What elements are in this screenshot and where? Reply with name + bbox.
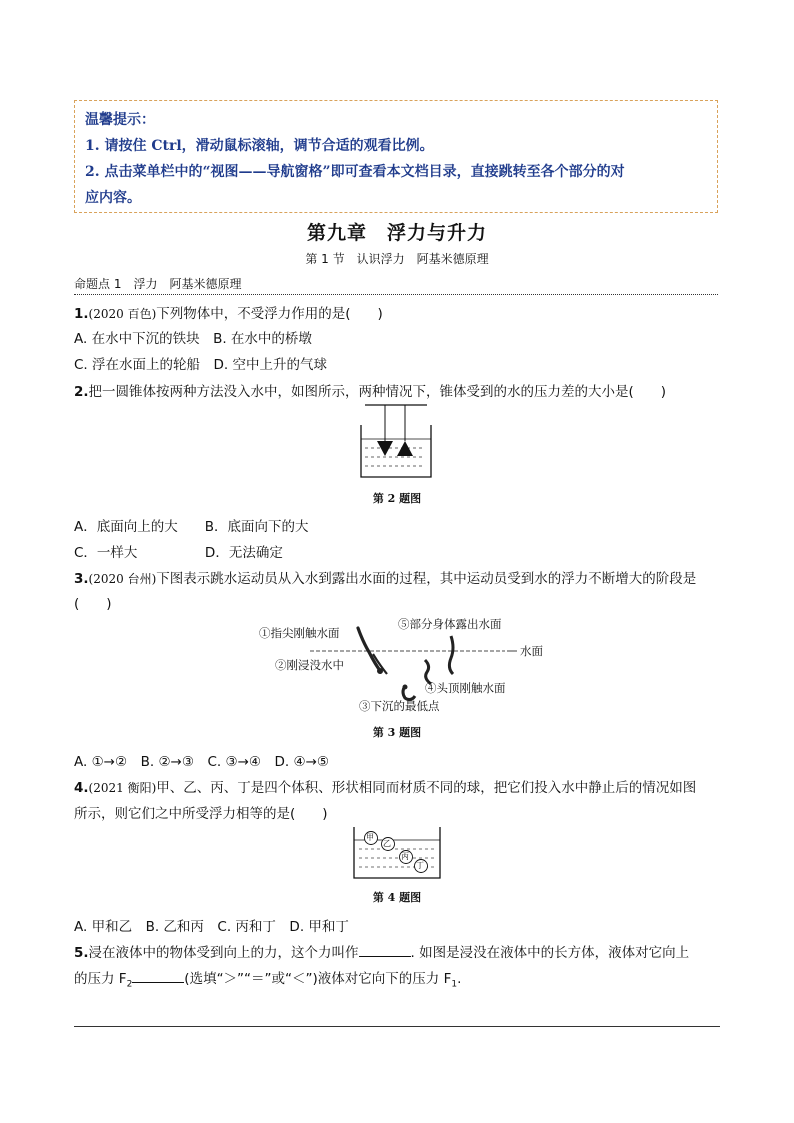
q4-container-drawing (351, 825, 443, 880)
q3-figure-diver-sequence (255, 614, 555, 716)
q4-figure-balls-in-water (351, 825, 443, 880)
q1-options-2: C. 浮在水面上的轮船 D. 空中上升的气球 (74, 357, 327, 373)
q2-number: 2. (74, 384, 89, 400)
q5-number: 5. (74, 945, 89, 961)
q2-text: 把一圆锥体按两种方法没入水中，如图所示，两种情况下，锥体受到的水的压力差的大小是( ) (88, 384, 667, 400)
q5-stem-line-1 (74, 941, 689, 961)
q4-ball-jia: 甲 (366, 833, 374, 842)
section-title: 第 1 节 认识浮力 阿基米德原理 (305, 252, 489, 266)
q5-text-1: 浸在液体中的物体受到向上的力，这个力叫作 (88, 945, 359, 961)
tip-line-1: 1. 请按住 Ctrl，滑动鼠标滚轴，调节合适的观看比例。 (85, 138, 434, 154)
q1-number: 1. (74, 306, 89, 322)
q5-text-4: (选填“＞”“＝”或“＜”)液体对它向下的压力 F (184, 971, 452, 987)
q5-blank-1 (359, 944, 411, 957)
topic-heading: 命题点 1 浮力 阿基米德原理 (74, 275, 718, 295)
q3-water-label: 水面 (520, 644, 543, 658)
q4-options: A. 甲和乙 B. 乙和丙 C. 丙和丁 D. 甲和丁 (74, 919, 349, 935)
q2-figure-container-with-cones (355, 403, 435, 481)
q3-text: 下图表示跳水运动员从入水到露出水面的过程，其中运动员受到水的浮力不断增大的阶段是 (156, 571, 697, 587)
q3-label-2: ②刚浸没水中 (275, 658, 344, 672)
q1-source: (2020 百色) (88, 307, 157, 321)
q2-stem (74, 380, 666, 400)
q3-label-3: ③下沉的最低点 (359, 699, 440, 713)
q3-source: (2020 台州) (88, 572, 157, 586)
chapter-title: 第九章 浮力与升力 (306, 222, 487, 244)
q4-number: 4. (74, 780, 89, 796)
q5-stem-line-2 (74, 967, 461, 990)
q5-blank-2 (132, 970, 184, 983)
footer-divider (74, 1026, 720, 1027)
q1-text: 下列物体中，不受浮力作用的是( ) (156, 306, 383, 322)
q4-text: 甲、乙、丙、丁是四个体积、形状相同而材质不同的球，把它们投入水中静止后的情况如图 (156, 780, 697, 796)
q4-ball-ding: 丁 (416, 861, 424, 870)
q3-stem-2: ( ) (74, 596, 112, 612)
q5-sub-2: 2 (126, 979, 133, 990)
q5-text-2: . 如图是浸没在液体中的长方体，液体对它向上 (410, 945, 690, 961)
q2-options-2: C．一样大 D．无法确定 (74, 545, 283, 561)
q3-label-1: ①指尖刚触水面 (259, 626, 340, 640)
q2-options-1: A．底面向上的大 B．底面向下的大 (74, 519, 309, 535)
q4-ball-yi: 乙 (383, 839, 391, 848)
q4-stem-2: 所示，则它们之中所受浮力相等的是( ) (74, 806, 328, 822)
q4-stem (74, 776, 696, 796)
q5-text-5: . (457, 971, 462, 987)
q4-ball-bing: 丙 (401, 852, 409, 861)
q5-sub-1: 1 (451, 979, 458, 990)
q3-number: 3. (74, 571, 89, 587)
q1-stem (74, 302, 383, 322)
tip-box (74, 100, 718, 213)
q4-caption: 第 4 题图 (372, 891, 422, 904)
q3-label-4: ④头顶刚触水面 (425, 681, 506, 695)
tip-line-2b: 应内容。 (85, 190, 141, 206)
q3-options: A. ①→② B. ②→③ C. ③→④ D. ④→⑤ (74, 754, 329, 770)
q5-text-3: 的压力 F (74, 971, 127, 987)
q2-caption: 第 2 题图 (372, 492, 422, 505)
q3-label-5: ⑤部分身体露出水面 (398, 617, 502, 631)
q4-source: (2021 衡阳) (88, 781, 157, 795)
q1-options-1: A. 在水中下沉的铁块 B. 在水中的桥墩 (74, 331, 312, 347)
tip-title: 温馨提示： (85, 112, 155, 128)
q3-caption: 第 3 题图 (372, 726, 422, 739)
tip-line-2a: 2. 点击菜单栏中的“视图——导航窗格”即可查看本文档目录，直接跳转至各个部分的对 (85, 164, 625, 180)
q3-stem (74, 567, 696, 587)
